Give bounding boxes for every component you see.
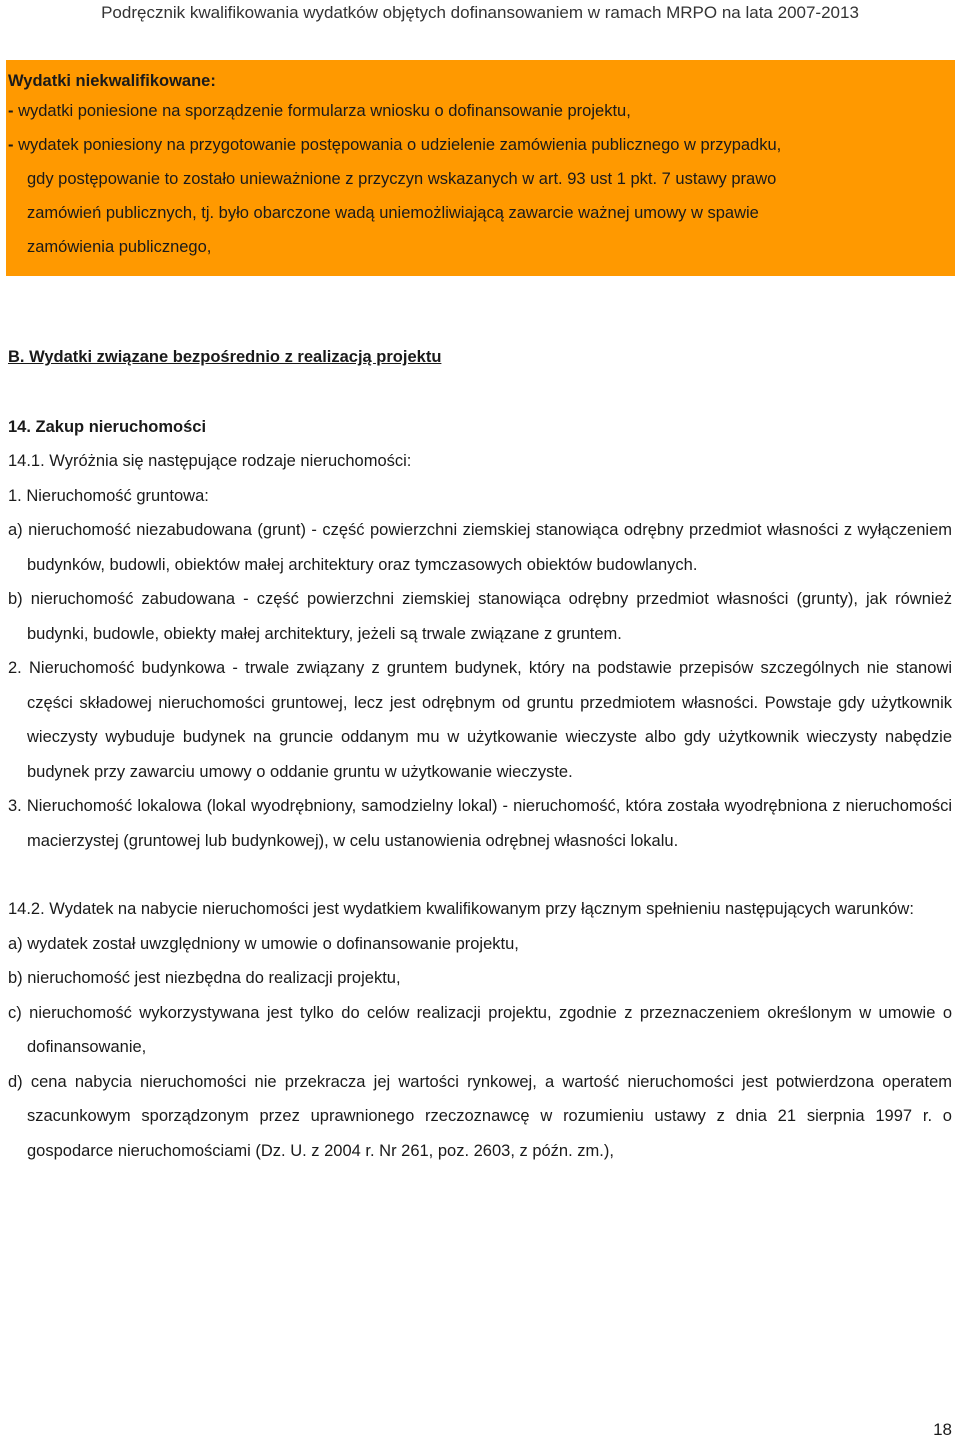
section-14-content (8, 414, 952, 1168)
section-b-heading: B. Wydatki związane bezpośrednio z realizacją projektu (8, 348, 442, 366)
non-eligible-expenses-box (6, 60, 955, 276)
condition-c: c) nieruchomość wykorzystywana jest tylko do celów realizacji projektu, zgodnie z przeznaczeniem określonym w umowie o dofinansowanie, (8, 1003, 952, 1056)
page-number: 18 (933, 1420, 952, 1439)
paragraph-2: 2. Nieruchomość budynkowa - trwale związany z gruntem budynek, który na podstawie przepisów szczególnych nie stanowi części składowej nieruchomości gruntowej, lecz jest odrębnym od gruntu przedmiotem własności. Powstaje gdy użytkownik wieczysty wybuduje budynek na gruncie oddanym mu w użytkowanie wieczyste albo gdy użytkownik wieczysty nabędzie budynek przy zawarciu umowy o oddanie gruntu w użytkowanie wieczyste. (8, 659, 952, 781)
box-item-2: - wydatek poniesiony na przygotowanie postępowania o udzielenie zamówienia publicznego w przypadku, (8, 136, 782, 154)
subheading-14-2: 14.2. Wydatek na nabycie nieruchomości jest wydatkiem kwalifikowanym przy łącznym spełnieniu następujących warunków: (8, 900, 914, 918)
heading-14: 14. Zakup nieruchomości (8, 418, 207, 436)
spacer (8, 858, 952, 892)
box-item-1: - wydatki poniesione na sporządzenie formularza wniosku o dofinansowanie projektu, (8, 102, 631, 120)
box-title: Wydatki niekwalifikowane: (8, 72, 216, 90)
box-item-2-cont: zamówienia publicznego, (27, 238, 212, 256)
box-item-2-cont: zamówień publicznych, tj. było obarczone wadą uniemożliwiającą zawarcie ważnej umowy w spawie (27, 204, 759, 222)
condition-a: a) wydatek został uwzględniony w umowie o dofinansowanie projektu, (8, 934, 519, 953)
paragraph-1a: a) nieruchomość niezabudowana (grunt) - część powierzchni ziemskiej stanowiąca odrębny przedmiot własności z wyłączeniem budynków, budowli, obiektów małej architektury oraz tymczasowych obiektów budowlanych. (8, 521, 952, 574)
paragraph-1b: b) nieruchomość zabudowana - część powierzchni ziemskiej stanowiąca odrębny przedmiot własności (grunty), jak również budynki, budowle, obiekty małej architektury, jeżeli są trwale związane z gruntem. (8, 590, 952, 643)
condition-d: d) cena nabycia nieruchomości nie przekracza jej wartości rynkowej, a wartość nieruchomości jest potwierdzona operatem szacunkowym sporządzonym przez uprawnionego rzeczoznawcę w rozumieniu ustawy z dnia 21 sierpnia 1997 r. o gospodarce nieruchomościami (Dz. U. z 2004 r. Nr 261, poz. 2603, z późn. zm.), (8, 1072, 952, 1160)
condition-b: b) nieruchomość jest niezbędna do realizacji projektu, (8, 969, 401, 987)
paragraph-1: 1. Nieruchomość gruntowa: (8, 486, 209, 505)
box-item-2-cont: gdy postępowanie to zostało unieważnione z przyczyn wskazanych w art. 93 ust 1 pkt. 7 ustawy prawo (27, 170, 777, 188)
paragraph-3: 3. Nieruchomość lokalowa (lokal wyodrębniony, samodzielny lokal) - nieruchomość, która została wyodrębniona z nieruchomości macierzystej (gruntowej lub budynkowej), w celu ustanowienia odrębnej własności lokalu. (8, 797, 952, 850)
page-header: Podręcznik kwalifikowania wydatków objętych dofinansowaniem w ramach MRPO na lata 2007-2013 (101, 3, 859, 22)
subheading-14-1: 14.1. Wyróżnia się następujące rodzaje nieruchomości: (8, 452, 412, 470)
